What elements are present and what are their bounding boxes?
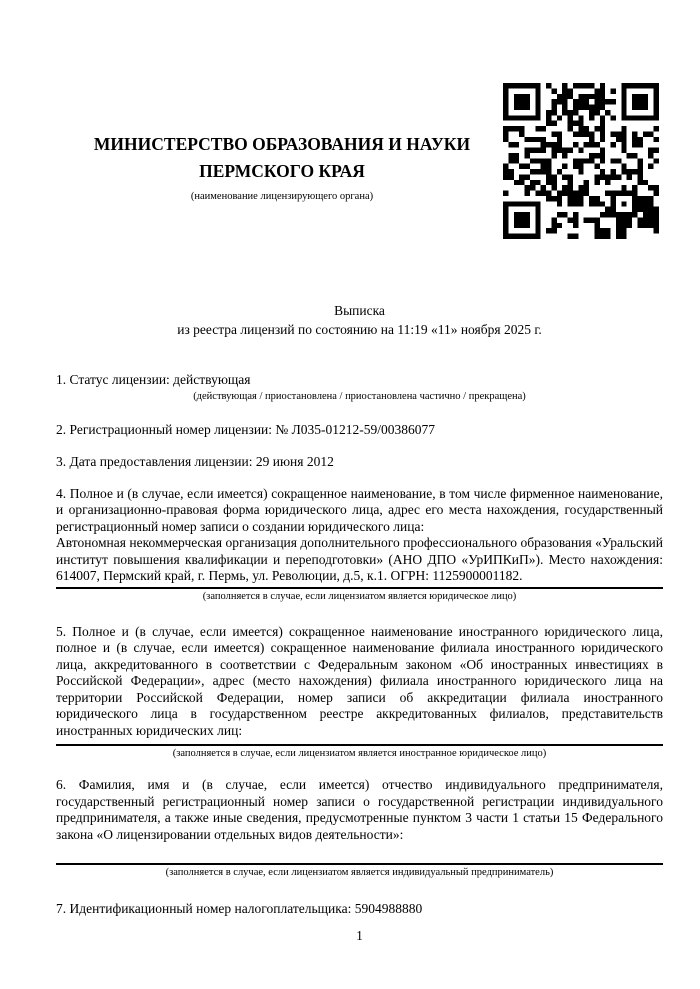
license-registration-number: 2. Регистрационный номер лицензии: № Л035-01212-59/00386077 xyxy=(56,421,436,437)
license-status-text: 1. Статус лицензии: действующая xyxy=(56,372,251,387)
foreign-entity-section-label: 5. Полное и (в случае, если имеется) сокращенное наименование иностранного юридического лица, полное и (в случае, если имеется) сокращенное наименование филиала иностранного юридического лица, аккредитованного в соответствии с Федеральным законом «Об иностранных инвестициях в Российской Федерации», адрес (место нахождения) филиала иностранного юридического лица на территории Российской Федерации, номер записи об аккредитации филиала иностранного юридического лица в государственном реестре аккредитованных филиалов, представительств иностранных юридических лиц: xyxy=(56,623,663,738)
legal-entity-section xyxy=(56,486,663,603)
foreign-entity-caption: (заполняется в случае, если лицензиатом является иностранное юридическое лицо) xyxy=(172,748,547,759)
qr-code-image xyxy=(502,83,660,239)
entrepreneur-section-label: 6. Фамилия, имя и (в случае, если имеется) отчество индивидуального предпринимателя, государственный регистрационный номер записи о государственной регистрации индивидуального предпринимателя, а также иные сведения, предусмотренные пунктом 3 части 1 статьи 15 Федерального закона «О лицензировании отдельных видов деятельности»: xyxy=(56,777,663,842)
document-body xyxy=(56,365,663,918)
license-grant-date: 3. Дата предоставления лицензии: 29 июня 2012 xyxy=(56,454,334,469)
page-number: 1 xyxy=(356,928,363,943)
document-title-line1: Выписка xyxy=(334,303,385,318)
foreign-entity-fill-line xyxy=(56,744,663,746)
foreign-entity-section xyxy=(56,624,663,761)
license-status-options-caption: (действующая / приостановлена / приостановлена частично / прекращена) xyxy=(193,390,526,402)
legal-entity-details: Автономная некоммерческая организация дополнительного профессионального образования «Уральский институт повышения квалификации и переподготовки» (АНО ДПО «УрИПКиП»). Место нахождения: 614007, Пермский край, г. Пермь, ул. Революции, д.5, к.1. ОГРН: 1125900001182. xyxy=(56,535,663,583)
ministry-caption: (наименование лицензирующего органа) xyxy=(190,191,374,202)
document-title xyxy=(56,301,663,339)
entrepreneur-fill-line xyxy=(56,863,663,865)
qr-code xyxy=(502,83,660,239)
legal-entity-fill-line xyxy=(56,587,663,589)
ministry-name-line1: МИНИСТЕРСТВО ОБРАЗОВАНИЯ И НАУКИ xyxy=(93,134,471,154)
ministry-name-line2: ПЕРМСКОГО КРАЯ xyxy=(199,161,365,181)
document-title-line2: из реестра лицензий по состоянию на 11:19 «11» ноября 2025 г. xyxy=(177,322,542,337)
licensing-authority-header xyxy=(56,131,508,203)
legal-entity-caption: (заполняется в случае, если лицензиатом является юридическое лицо) xyxy=(202,590,517,602)
taxpayer-id: 7. Идентификационный номер налогоплательщика: 5904988880 xyxy=(56,901,423,916)
entrepreneur-section xyxy=(56,777,663,879)
license-status xyxy=(56,372,663,403)
legal-entity-section-label: 4. Полное и (в случае, если имеется) сокращенное наименование, в том числе фирменное наименование, и организационно-правовая форма юридического лица, адрес его места нахождения, государственный регистрационный номер записи о создании юридического лица: xyxy=(56,485,663,534)
entrepreneur-caption: (заполняется в случае, если лицензиатом является индивидуальный предприниматель) xyxy=(165,867,554,878)
